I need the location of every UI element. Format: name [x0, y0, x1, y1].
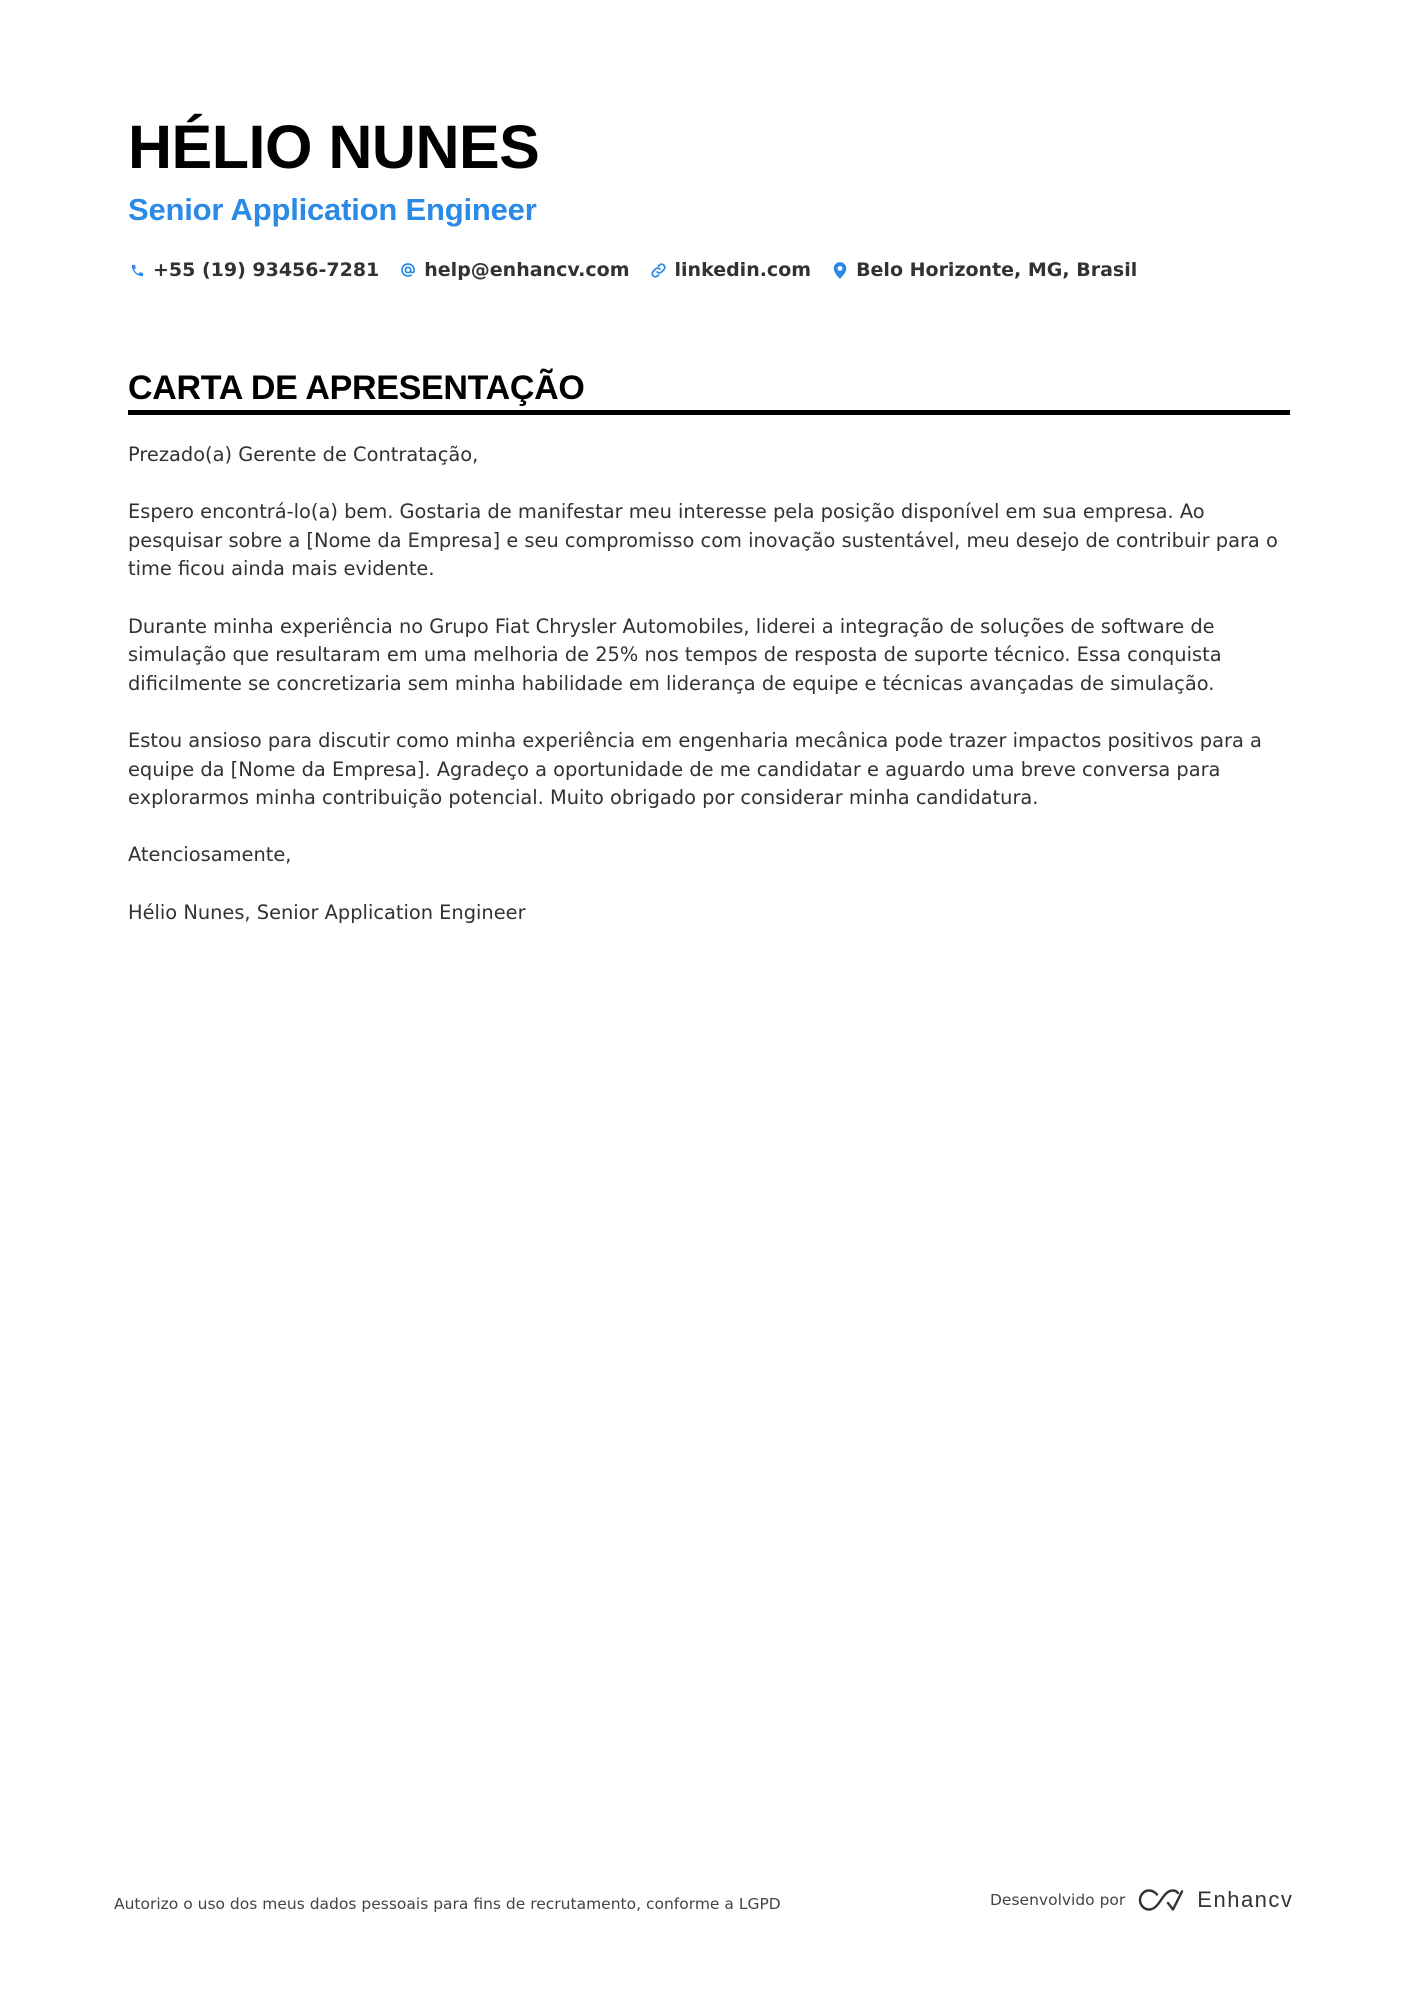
at-icon	[399, 261, 417, 279]
contact-list	[128, 256, 1288, 284]
letter-paragraph: Espero encontrá-lo(a) bem. Gostaria de manifestar meu interesse pela posição disponível em sua empresa. Ao pesquisar sobre a [Nome da Empresa] e seu compromisso com inovação sustentável, meu desejo de contribuir para o time ficou ainda mais evidente.	[128, 500, 1278, 581]
letter-signature: Hélio Nunes, Senior Application Engineer	[128, 900, 526, 924]
letter-body	[128, 441, 1294, 956]
powered-by-label: Desenvolvido por	[990, 1891, 1126, 1909]
contact-location	[831, 259, 1137, 281]
letter-closing: Atenciosamente,	[128, 843, 292, 867]
letter-paragraph: Durante minha experiência no Grupo Fiat Chrysler Automobiles, liderei a integração de soluções de software de simulação que resultaram em uma melhoria de 25% nos tempos de resposta de suporte técnico. Essa conquista dificilmente se concretizaria sem minha habilidade em liderança de equipe e técnicas avançadas de simulação.	[128, 614, 1222, 695]
lgpd-consent-note: Autorizo o uso dos meus dados pessoais para fins de recrutamento, conforme a LGPD	[114, 1895, 781, 1913]
letter-salutation: Prezado(a) Gerente de Contratação,	[128, 443, 479, 466]
section-title: CARTA DE APRESENTAÇÃO	[128, 369, 585, 407]
location-pin-icon	[831, 261, 849, 279]
candidate-title: Senior Application Engineer	[128, 192, 537, 227]
phone-icon	[128, 261, 146, 279]
contact-email-text: help@enhancv.com	[424, 259, 630, 281]
enhancv-logo-text: Enhancv	[1197, 1887, 1294, 1912]
contact-linkedin[interactable]	[650, 259, 812, 281]
contact-linkedin-text: linkedin.com	[674, 259, 812, 281]
candidate-name: HÉLIO NUNES	[128, 113, 540, 181]
powered-by[interactable]	[990, 1880, 1293, 1920]
header	[128, 108, 1288, 284]
contact-phone-text: +55 (19) 93456-7281	[153, 259, 380, 281]
contact-phone[interactable]	[128, 259, 379, 281]
link-icon	[650, 261, 668, 279]
letter-paragraph: Estou ansioso para discutir como minha experiência em engenharia mecânica pode trazer impactos positivos para a equipe da [Nome da Empresa]. Agradeço a oportunidade de me candidatar e aguardo uma breve conversa para explorarmos minha contribuição potencial. Muito obrigado por considerar minha candidatura.	[128, 728, 1262, 810]
contact-email[interactable]	[399, 259, 629, 281]
enhancv-logo-icon	[1137, 1887, 1185, 1913]
section-divider	[128, 410, 1290, 415]
contact-location-text: Belo Horizonte, MG, Brasil	[856, 259, 1138, 281]
